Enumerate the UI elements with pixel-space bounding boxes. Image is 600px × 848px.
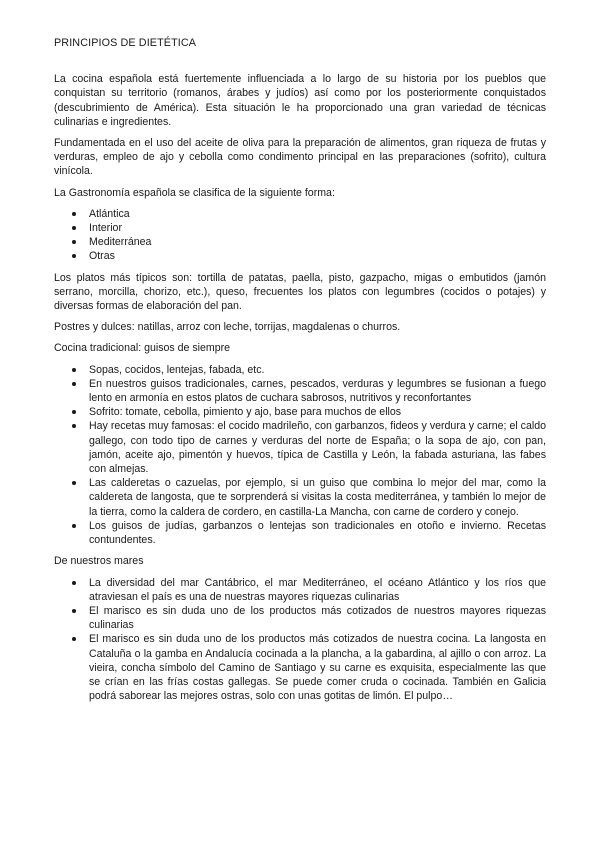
fundamento-paragraph: Fundamentada en el uso del aceite de oliva para la preparación de alimentos, gran riqueza de frutas y verduras, empleo de ajo y cebolla como condimento principal en las preparaciones (sofrito), cultura vinícola. (54, 137, 546, 178)
list-item: Atlántica (89, 207, 546, 221)
list-item: Hay recetas muy famosas: el cocido madrileño, con garbanzos, fideos y verdura y carne; el caldo gallego, con todo tipo de carnes y verduras del norte de España; o la sopa de ajo, con pan, jamón, aceite ajo, pimentón y huevos, típica de Castilla y León, la fabada asturiana, las fabes con almejas. (89, 420, 546, 476)
list-item: El marisco es sin duda uno de los productos más cotizados de nuestros mayores riquezas culinarias (89, 604, 546, 632)
clasificacion-paragraph: La Gastronomía española se clasifica de la siguiente forma: (54, 186, 335, 199)
list-item: Sopas, cocidos, lentejas, fabada, etc. (89, 363, 546, 377)
list-item: Las calderetas o cazuelas, por ejemplo, si un guiso que combina lo mejor del mar, como la caldereta de langosta, que te sorprenderá si visitas la costa mediterránea, y también lo mejor de la tierra, como la caldera de cordero, en castilla-La Mancha, con carne de cordero y conejo. (89, 477, 546, 518)
clasificacion-list (54, 207, 546, 264)
list-item: El marisco es sin duda uno de los productos más cotizados de nuestra cocina. La langosta en Cataluña o la gamba en Andalucía cocinada a la plancha, a la gabardina, al ajillo o con arroz. La vieira, concha símbolo del Camino de Santiago y su carne es exquisita, especialmente las que se crían en las frías costas gallegas. Se puede comer cruda o cocinada. También en Galicia podrá saborear las mejores ostras, solo con unas gotitas de limón. El pulpo… (89, 633, 546, 703)
tradicional-list (54, 363, 546, 548)
mares-list (54, 576, 546, 704)
list-item: Mediterránea (89, 235, 546, 249)
intro-paragraph: La cocina española está fuertemente influenciada a lo largo de su historia por los pueblos que conquistan su territorio (romanos, árabes y judíos) así como por los posteriormente conquistados (descubrimiento de América). Esta situación le ha proporcionado una gran variedad de técnicas culinarias e ingredientes. (54, 73, 546, 128)
postres-paragraph: Postres y dulces: natillas, arroz con leche, torrijas, magdalenas o churros. (54, 321, 401, 334)
mares-heading: De nuestros mares (54, 555, 144, 568)
list-item: En nuestros guisos tradicionales, carnes, pescados, verduras y legumbres se fusionan a fuego lento en armonía en estos platos de cuchara sabrosos, nutritivos y reconfortantes (89, 377, 546, 405)
page-title: PRINCIPIOS DE DIETÉTICA (54, 37, 197, 49)
platos-paragraph: Los platos más típicos son: tortilla de patatas, paella, pisto, gazpacho, migas o embutidos (jamón serrano, morcilla, chorizo, etc.), queso, frecuentes los platos con legumbres (cocidos o potajes) y diversas formas de elaboración del pan. (54, 271, 546, 313)
list-item: Otras (89, 249, 546, 263)
list-item: Interior (89, 221, 546, 235)
document-page (54, 36, 546, 710)
list-item: Sofrito: tomate, cebolla, pimiento y ajo, base para muchos de ellos (89, 405, 546, 419)
list-item: Los guisos de judías, garbanzos o lentejas son tradicionales en otoño e invierno. Recetas contundentes. (89, 519, 546, 547)
list-item: La diversidad del mar Cantábrico, el mar Mediterráneo, el océano Atlántico y los ríos que atraviesan el país es una de nuestras mayores riquezas culinarias (89, 576, 546, 603)
cocina-tradicional-heading: Cocina tradicional: guisos de siempre (54, 342, 231, 355)
